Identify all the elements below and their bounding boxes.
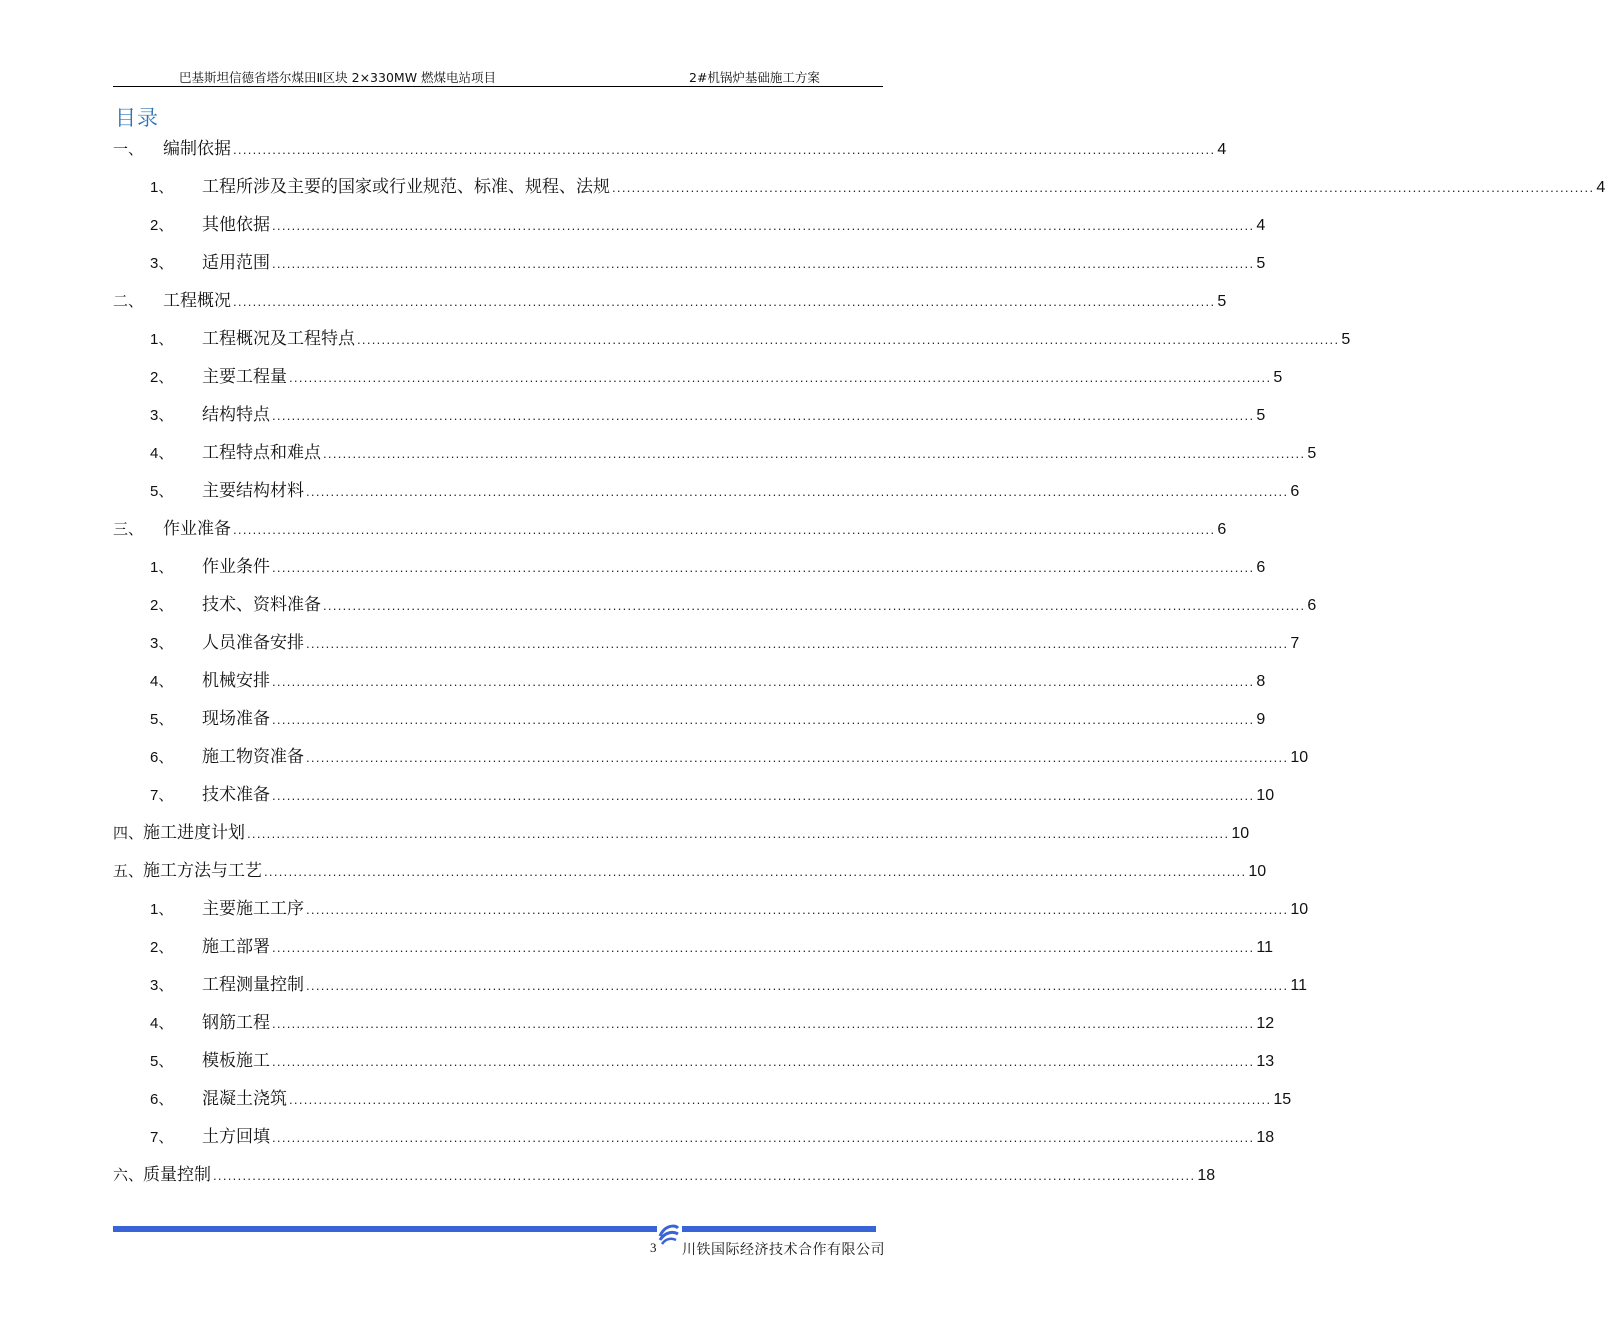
toc-entry-number: 4、 (150, 1015, 174, 1032)
toc-dot-leader: ........................................................................................................................................................................................................ (289, 370, 1272, 385)
toc-dot-leader: ........................................................................................................................................................................................................ (357, 332, 1340, 347)
toc-entry-page: 5 (1341, 331, 1351, 348)
toc-entry-page: 10 (1256, 787, 1275, 804)
toc-entry-subsection[interactable] (150, 400, 1266, 425)
toc-dot-leader: ........................................................................................................................................................................................................ (233, 294, 1216, 309)
toc-entry-label: 编制依据 (163, 139, 231, 159)
toc-entry-subsection[interactable] (150, 932, 1273, 957)
toc-entry-number: 3、 (150, 255, 174, 272)
toc-entry-subsection[interactable] (150, 172, 1605, 197)
toc-entry-page: 8 (1256, 673, 1266, 690)
toc-entry-label: 主要工程量 (202, 367, 287, 387)
toc-dot-leader: ........................................................................................................................................................................................................ (272, 674, 1255, 689)
toc-title: 目录 (115, 106, 159, 130)
toc-entry-number: 4、 (150, 445, 174, 462)
toc-entry-subsection[interactable] (150, 666, 1266, 691)
toc-entry-page: 5 (1256, 255, 1266, 272)
toc-dot-leader: ........................................................................................................................................................................................................ (272, 256, 1255, 271)
toc-entry-label: 施工方法与工艺 (143, 861, 263, 881)
toc-entry-page: 11 (1256, 939, 1273, 956)
footer-accent-bar-right (682, 1226, 876, 1232)
toc-dot-leader: ........................................................................................................................................................................................................ (612, 180, 1595, 195)
toc-entry-label: 模板施工 (202, 1051, 270, 1071)
toc-entry-label: 作业条件 (202, 557, 270, 577)
toc-entry-page: 5 (1273, 369, 1283, 386)
toc-entry-label: 混凝土浇筑 (202, 1089, 287, 1109)
toc-entry-number: 2、 (150, 597, 174, 614)
toc-entry-page: 10 (1290, 901, 1309, 918)
toc-entry-page: 7 (1290, 635, 1300, 652)
toc-entry-page: 13 (1256, 1053, 1275, 1070)
toc-entry-page: 4 (1596, 179, 1605, 196)
toc-dot-leader: ........................................................................................................................................................................................................ (247, 826, 1230, 841)
toc-dot-leader: ........................................................................................................................................................................................................ (213, 1168, 1196, 1183)
toc-entry-number: 4、 (150, 673, 174, 690)
toc-entry-subsection[interactable] (150, 438, 1317, 463)
toc-entry-subsection[interactable] (150, 324, 1351, 349)
toc-entry-page: 4 (1217, 141, 1227, 158)
toc-dot-leader: ........................................................................................................................................................................................................ (323, 598, 1306, 613)
toc-entry-label: 作业准备 (163, 519, 231, 539)
toc-entry-section[interactable] (113, 286, 1227, 311)
toc-entry-page: 5 (1256, 407, 1266, 424)
toc-entry-number: 3、 (150, 407, 174, 424)
toc-entry-subsection[interactable] (150, 248, 1266, 273)
toc-entry-page: 10 (1231, 825, 1250, 842)
toc-entry-subsection[interactable] (150, 780, 1275, 805)
toc-entry-number: 2、 (150, 939, 174, 956)
toc-entry-page: 6 (1217, 521, 1227, 538)
toc-entry-label: 施工部署 (202, 937, 270, 957)
header-document-title: 2#机锅炉基础施工方案 (689, 70, 820, 85)
toc-dot-leader: ........................................................................................................................................................................................................ (306, 902, 1289, 917)
toc-entry-number: 5、 (150, 1053, 174, 1070)
toc-entry-page: 9 (1256, 711, 1266, 728)
toc-entry-number: 2、 (150, 369, 174, 386)
toc-entry-subsection[interactable] (150, 742, 1309, 767)
toc-entry-label: 工程概况及工程特点 (202, 329, 355, 349)
toc-entry-page: 6 (1290, 483, 1300, 500)
toc-entry-subsection[interactable] (150, 1008, 1275, 1033)
toc-entry-page: 18 (1197, 1167, 1216, 1184)
toc-dot-leader: ........................................................................................................................................................................................................ (306, 750, 1289, 765)
toc-entry-subsection[interactable] (150, 704, 1266, 729)
toc-dot-leader: ........................................................................................................................................................................................................ (306, 484, 1289, 499)
toc-entry-label: 现场准备 (202, 709, 270, 729)
toc-entry-label: 机械安排 (202, 671, 270, 691)
toc-entry-subsection[interactable] (150, 628, 1300, 653)
toc-entry-number: 5、 (150, 711, 174, 728)
toc-entry-number: 2、 (150, 217, 174, 234)
toc-dot-leader: ........................................................................................................................................................................................................ (233, 142, 1216, 157)
toc-entry-label: 施工进度计划 (143, 823, 246, 843)
toc-entry-page: 12 (1256, 1015, 1275, 1032)
toc-entry-subsection[interactable] (150, 362, 1283, 387)
toc-entry-section[interactable] (113, 818, 1250, 843)
toc-dot-leader: ........................................................................................................................................................................................................ (272, 1054, 1255, 1069)
toc-entry-label: 技术准备 (202, 785, 270, 805)
toc-entry-page: 15 (1273, 1091, 1292, 1108)
toc-entry-page: 10 (1248, 863, 1267, 880)
toc-entry-label: 技术、资料准备 (202, 595, 321, 615)
toc-dot-leader: ........................................................................................................................................................................................................ (306, 636, 1289, 651)
toc-entry-number: 六、 (113, 1167, 144, 1184)
toc-dot-leader: ........................................................................................................................................................................................................ (289, 1092, 1272, 1107)
page-number: 3 (650, 1240, 657, 1255)
toc-entry-label: 质量控制 (143, 1165, 212, 1185)
toc-entry-number: 5、 (150, 483, 174, 500)
toc-entry-label: 适用范围 (202, 253, 270, 273)
toc-entry-number: 7、 (150, 787, 174, 804)
toc-entry-subsection[interactable] (150, 552, 1266, 577)
toc-entry-label: 结构特点 (202, 405, 270, 425)
toc-entry-label: 主要施工工序 (202, 899, 304, 919)
toc-entry-section[interactable] (113, 134, 1227, 159)
toc-entry-label: 人员准备安排 (202, 633, 304, 653)
toc-entry-page: 4 (1256, 217, 1266, 234)
toc-dot-leader: ........................................................................................................................................................................................................ (272, 1130, 1255, 1145)
toc-dot-leader: ........................................................................................................................................................................................................ (233, 522, 1216, 537)
toc-entry-subsection[interactable] (150, 1046, 1275, 1071)
company-logo-icon (656, 1220, 682, 1246)
toc-entry-label: 钢筋工程 (202, 1013, 270, 1033)
toc-entry-label: 工程测量控制 (202, 975, 304, 995)
toc-entry-subsection[interactable] (150, 894, 1309, 919)
toc-entry-page: 6 (1307, 597, 1317, 614)
toc-dot-leader: ........................................................................................................................................................................................................ (272, 560, 1255, 575)
toc-entry-page: 5 (1217, 293, 1227, 310)
toc-dot-leader: ........................................................................................................................................................................................................ (272, 408, 1255, 423)
page-header (113, 66, 883, 87)
toc-dot-leader: ........................................................................................................................................................................................................ (272, 712, 1255, 727)
toc-entry-page: 5 (1307, 445, 1317, 462)
toc-entry-subsection[interactable] (150, 590, 1317, 615)
toc-entry-number: 一、 (113, 141, 144, 158)
toc-entry-number: 1、 (150, 901, 174, 918)
toc-entry-number: 1、 (150, 179, 174, 196)
toc-entry-section[interactable] (113, 514, 1227, 539)
toc-dot-leader: ........................................................................................................................................................................................................ (272, 940, 1255, 955)
toc-entry-subsection[interactable] (150, 210, 1266, 235)
toc-entry-number: 二、 (113, 293, 144, 310)
toc-entry-page: 6 (1256, 559, 1266, 576)
toc-dot-leader: ........................................................................................................................................................................................................ (272, 1016, 1255, 1031)
toc-entry-label: 施工物资准备 (202, 747, 304, 767)
toc-entry-label: 土方回填 (202, 1127, 270, 1147)
toc-dot-leader: ........................................................................................................................................................................................................ (323, 446, 1306, 461)
toc-entry-section[interactable] (113, 1160, 1216, 1185)
toc-entry-label: 工程所涉及主要的国家或行业规范、标准、规程、法规 (202, 177, 610, 197)
toc-dot-leader: ........................................................................................................................................................................................................ (272, 218, 1255, 233)
toc-entry-subsection[interactable] (150, 1084, 1292, 1109)
toc-entry-number: 1、 (150, 559, 174, 576)
toc-entry-section[interactable] (113, 856, 1267, 881)
toc-entry-subsection[interactable] (150, 476, 1300, 501)
toc-dot-leader: ........................................................................................................................................................................................................ (306, 978, 1289, 993)
toc-entry-page: 18 (1256, 1129, 1275, 1146)
toc-entry-subsection[interactable] (150, 970, 1307, 995)
header-project-title: 巴基斯坦信德省塔尔煤田Ⅱ区块 2×330MW 燃煤电站项目 (179, 70, 497, 85)
toc-entry-number: 6、 (150, 749, 174, 766)
toc-entry-label: 其他依据 (202, 215, 270, 235)
toc-entry-number: 五、 (113, 863, 144, 880)
toc-entry-label: 工程概况 (163, 291, 231, 311)
toc-entry-subsection[interactable] (150, 1122, 1275, 1147)
toc-entry-number: 四、 (113, 825, 144, 842)
toc-entry-label: 主要结构材料 (202, 481, 304, 501)
toc-dot-leader: ........................................................................................................................................................................................................ (264, 864, 1247, 879)
toc-entry-number: 6、 (150, 1091, 174, 1108)
toc-entry-label: 工程特点和难点 (202, 443, 321, 463)
toc-entry-number: 1、 (150, 331, 174, 348)
company-name: 川铁国际经济技术合作有限公司 (682, 1242, 885, 1258)
toc-entry-number: 三、 (113, 521, 144, 538)
toc-entry-page: 10 (1290, 749, 1309, 766)
toc-entry-number: 3、 (150, 635, 174, 652)
toc-dot-leader: ........................................................................................................................................................................................................ (272, 788, 1255, 803)
toc-entry-page: 11 (1290, 977, 1307, 994)
toc-entry-number: 3、 (150, 977, 174, 994)
toc-entry-number: 7、 (150, 1129, 174, 1146)
footer-accent-bar (113, 1226, 657, 1232)
